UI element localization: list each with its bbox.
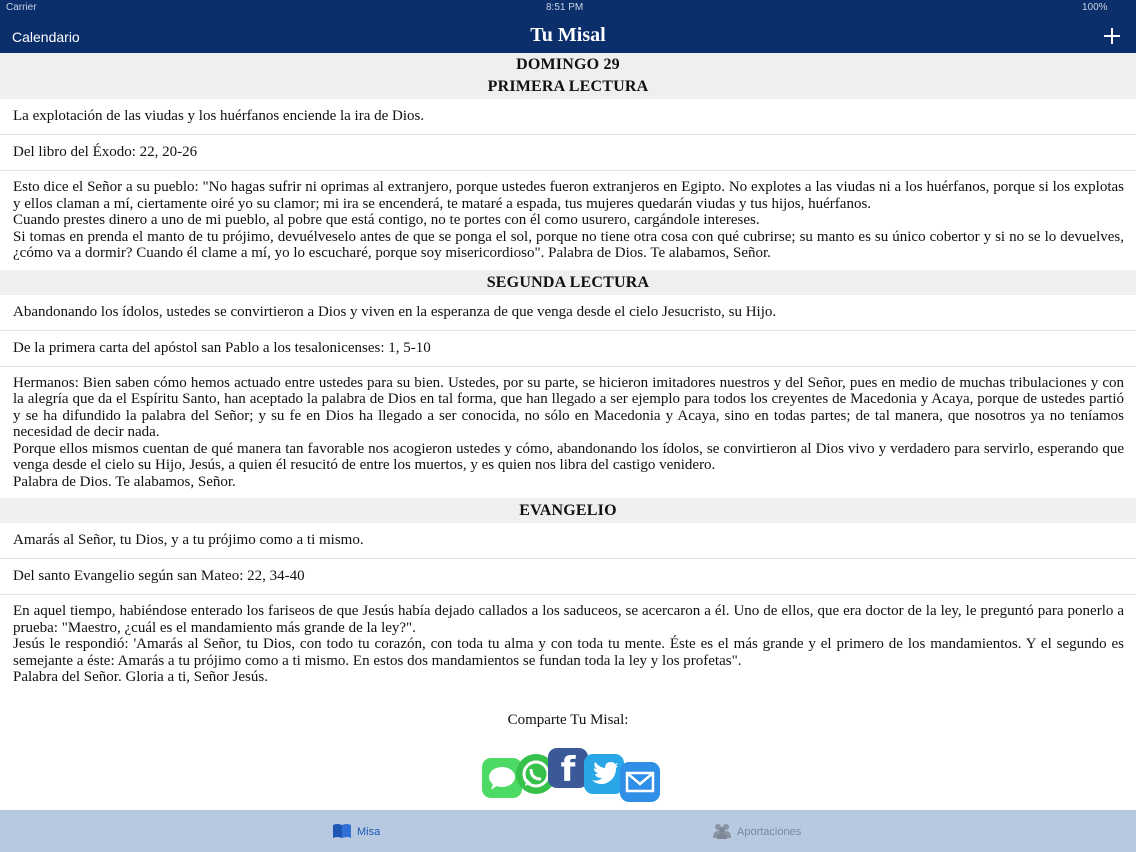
people-icon (712, 823, 732, 839)
evangelio-summary: Amarás al Señor, tu Dios, y a tu prójimo como a ti mismo. (0, 523, 1136, 559)
clock: 8:51 PM (546, 2, 584, 13)
segunda-body (0, 367, 1136, 499)
paragraph: Palabra del Señor. Gloria a ti, Señor Jesús. (13, 669, 268, 685)
paragraph: Hermanos: Bien saben cómo hemos actuado entre ustedes para su bien. Ustedes, por su parte, se hicieron imitadores nuestros y del Señor, pues en medio de muchas tribulaciones y con la alegría que da el Espíritu Santo, han aceptado la palabra de Dios en tal forma, que han llegado a ser ejemplo para todos los creyentes de Macedonia y Acaya, porque de ustedes partió y se ha difundido la palabra del Señor; y su fe en Dios ha llegado a ser conocida, no sólo en Macedonia y Acaya, sino en todas partes; de tal manera, que nosotros ya no teníamos necesidad de decir nada. (13, 374, 1124, 440)
tab-label: Misa (357, 826, 381, 838)
paragraph: Porque ellos mismos cuentan de qué manera tan favorable nos acogieron ustedes y cómo, abandonando los ídolos, se convirtieron al Dios vivo y verdadero para servirlo, esperando que venga desde el cielo su Hijo, Jesús, a quien él resucitó de entre los muertos, y es quien nos libra del castigo venidero. (13, 440, 1124, 473)
navigation-bar (0, 16, 1136, 53)
day-title: DOMINGO 29 (0, 53, 1136, 75)
evangelio-reference: Del santo Evangelio según san Mateo: 22, 34-40 (0, 559, 1136, 595)
mass-content[interactable] (0, 53, 1136, 810)
segunda-lectura-title: SEGUNDA LECTURA (0, 270, 1136, 295)
primera-lectura-title: PRIMERA LECTURA (0, 75, 1136, 99)
plus-icon[interactable] (1102, 26, 1122, 46)
segunda-reference: De la primera carta del apóstol san Pablo a los tesalonicenses: 1, 5-10 (0, 331, 1136, 367)
segunda-summary: Abandonando los ídolos, ustedes se convirtieron a Dios y viven en la esperanza de que venga desde el cielo Jesucristo, su Hijo. (0, 295, 1136, 331)
paragraph: En aquel tiempo, habiéndose enterado los fariseos de que Jesús había dejado callados a los saduceos, se acercaron a él. Uno de ellos, que era doctor de la ley, le preguntó para ponerlo a prueba: "Maestro, ¿cuál es el mandamiento más grande de la ley?". (13, 603, 1124, 636)
paragraph: Cuando prestes dinero a uno de mi pueblo, al pobre que está contigo, no te portes con él como usurero, cargándole intereses. (13, 212, 760, 228)
mail-icon[interactable] (620, 762, 660, 802)
tab-label: Aportaciones (737, 826, 802, 838)
primera-body (0, 171, 1136, 270)
paragraph: Esto dice el Señor a su pueblo: "No hagas sufrir ni oprimas al extranjero, porque ustedes fueron extranjeros en Egipto. No explotes a las viudas ni a los huérfanos, porque si los explotas y ellos claman a mí, ciertamente oiré yo su clamor; mi ira se encenderá, te mataré a espada, tus mujeres quedarán viudas y tus hijos, huérfanos. (13, 179, 1124, 212)
primera-summary: La explotación de las viudas y los huérfanos enciende la ira de Dios. (0, 99, 1136, 135)
carrier-label: Carrier (6, 2, 37, 13)
share-label: Comparte Tu Misal: (507, 711, 629, 728)
facebook-icon[interactable]: f (548, 748, 588, 788)
book-icon (332, 823, 352, 839)
battery-label: 100% (1082, 2, 1108, 13)
twitter-icon[interactable] (584, 754, 624, 794)
paragraph: Palabra de Dios. Te alabamos, Señor. (13, 473, 236, 490)
tab-bar (0, 810, 1136, 852)
app-title: Tu Misal (530, 24, 606, 46)
primera-reference: Del libro del Éxodo: 22, 20-26 (0, 135, 1136, 171)
evangelio-title: EVANGELIO (0, 498, 1136, 523)
calendario-button[interactable]: Calendario (12, 29, 80, 45)
evangelio-body (0, 595, 1136, 694)
paragraph: Si tomas en prenda el manto de tu prójimo, devuélveselo antes de que se ponga el sol, porque no tiene otra cosa con qué cubrirse; su manto es su único cobertor y si no se lo devuelves, ¿cómo va a dormir? Cuando él clame a mí, yo lo escucharé, porque soy misericordioso". Palabra de Dios. Te alabamos, Señor. (13, 228, 1124, 261)
status-bar (0, 0, 1136, 16)
share-buttons (482, 748, 658, 804)
paragraph: Jesús le respondió: 'Amarás al Señor, tu Dios, con todo tu corazón, con toda tu alma y con toda tu mente. Éste es el más grande y el primero de los mandamientos. Y el segundo es semejante a éste: Amarás a tu prójimo como a ti mismo. En estos dos mandamientos se fundan toda la ley y los profetas". (13, 636, 1124, 669)
